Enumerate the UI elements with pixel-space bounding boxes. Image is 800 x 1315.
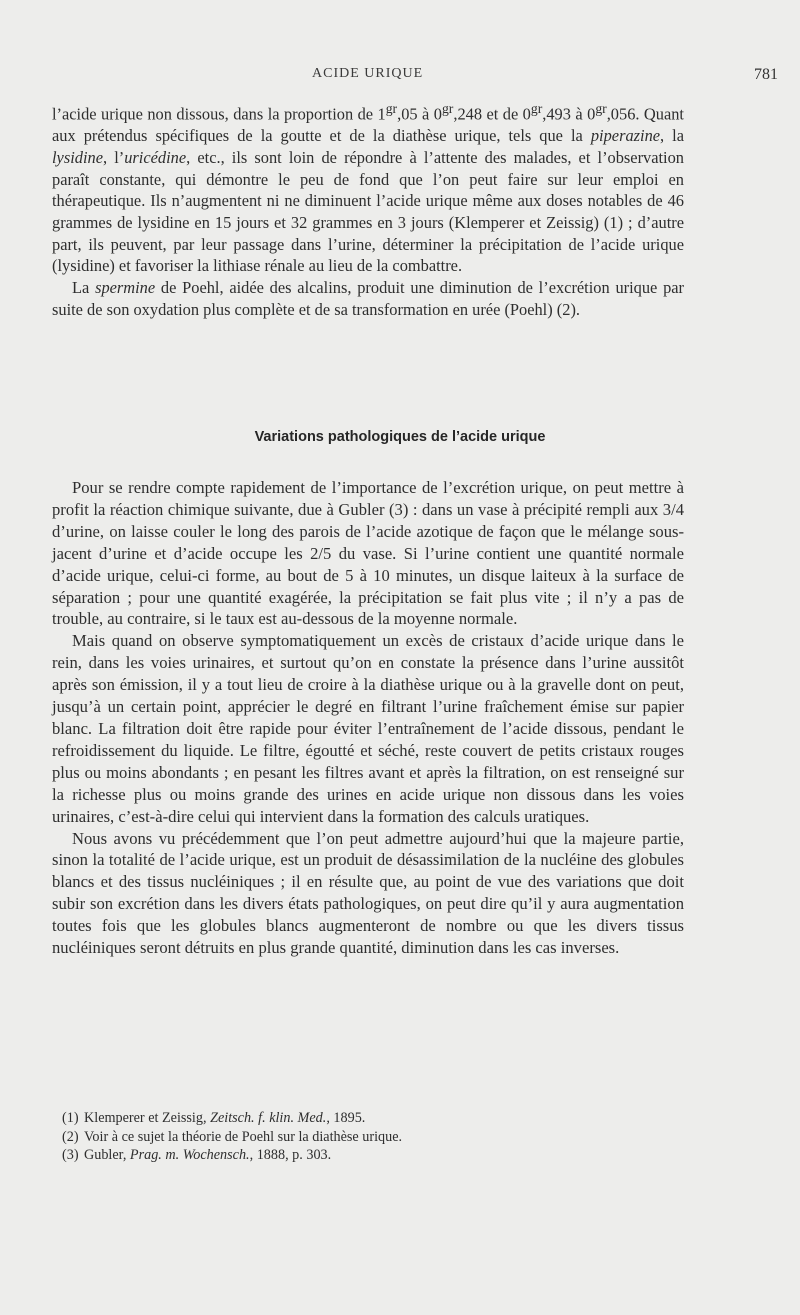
footnote-3: (3) Gubler, Prag. m. Wochensch., 1888, p. 303. [62, 1147, 332, 1163]
footnote-1: (1) Klemperer et Zeissig, Zeitsch. f. klin. Med., 1895. [62, 1110, 366, 1126]
italic-term: spermine [95, 278, 156, 298]
footnotes [62, 1109, 682, 1165]
footnote-2: (2) Voir à ce sujet la théorie de Poehl sur la diathèse urique. [62, 1128, 403, 1145]
running-head [0, 66, 800, 90]
italic-term: lysidine [52, 147, 103, 167]
running-head-title: ACIDE URIQUE [312, 66, 424, 81]
italic-term: piperazine [590, 126, 661, 146]
italic-term: uricédine [124, 147, 187, 167]
section-heading: Variations pathologiques de l’acide urique [254, 429, 546, 445]
paragraph-nucleine: Nous avons vu précédemment que l’on peut admettre aujourd’hui que la majeure partie, sinon la totalité de l’acide urique, est un produit de désassimilation de la nucléine des globules blancs et des tissus nucléiniques ; il en résulte que, au point de vue des variations que doit subir son excrétion dans les divers états pathologiques, on peut dire qu’il y aura augmentation toutes fois que les globules blancs augmenteront de nombre ou que les divers tissus nucléiniques seront détruits en plus grande quantité, diminution dans les cas inverses. [52, 828, 684, 958]
text-block-top [52, 98, 684, 321]
paragraph-gubler-reaction: Pour se rendre compte rapidement de l’importance de l’excrétion urique, on peut mettre à profit la réaction chimique suivante, due à Gubler (3) : dans un vase à précipité rempli aux 3/4 d’urine, on laisse couler le long des parois de l’acide azotique de façon que le mélange sous-jacent d’urine et d’acide occupe les 2/5 du vase. Si l’urine contient une quantité normale d’acide urique, celui-ci forme, au bout de 5 à 10 minutes, un disque laiteux à la surface de séparation ; pour une quantité exagérée, la précipitation se fait plus vite ; il n’y a pas de trouble, au contraire, si le taux est au-dessous de la moyenne normale. [52, 478, 684, 629]
paragraph-cristaux: Mais quand on observe symptomatiquement un excès de cristaux d’acide urique dans le rein, dans les voies urinaires, et surtout qu’on en constate la présence dans l’urine aussitôt après son émission, il y a tout lieu de croire à la diathèse urique ou à la gravelle dont on peut, jusqu’à un certain point, apprécier le degré en filtrant l’urine fraîchement émise sur papier blanc. La filtration doit être rapide pour éviter l’entraînement de l’acide dissous, pendant le refroidissement du liquide. Le filtre, égoutté et séché, reste couvert de petits cristaux rouges plus ou moins abondants ; en pesant les filtres avant et après la filtration, on est renseigné sur la richesse plus ou moins grande des urines en acide urique non dissous dans les voies urinaires, c’est-à-dire celui qui intervient dans la formation des calculs uratiques. [52, 631, 684, 826]
text-block-variations [52, 477, 684, 959]
paragraph-specifiques: l’acide urique non dissous, dans la proportion de $1^{gr},05$ à $0^{gr},248$ et de $0^{gr},493$ à $0^{gr},056$. Quant aux prétendus spécifiques de la goutte et de la diathèse urique, tels que la piperazine, la lysidine, l’uricédine, etc., ils sont loin de répondre à l’attente des malades, et l’observation paraît constante, qui démontre le peu de fond que l’on peut faire sur leur emploi en thérapeutique. Ils n’augmentent ni ne diminuent l’acide urique même aux doses notables de 46 grammes de lysidine en 15 jours et 32 grammes en 3 jours (Klemperer et Zeissig) (1) ; d’autre part, ils peuvent, par leur passage dans l’urine, déterminer la précipitation de l’acide urique (lysidine) et favoriser la lithiase rénale au lieu de la combattre. [52, 101, 685, 276]
paragraph-spermine: La spermine de Poehl, aidée des alcalins, produit une diminution de l’excrétion urique par suite de son oxydation plus complète et de sa transformation en urée (Poehl) (2). [52, 278, 685, 319]
page-number: 781 [754, 66, 778, 83]
